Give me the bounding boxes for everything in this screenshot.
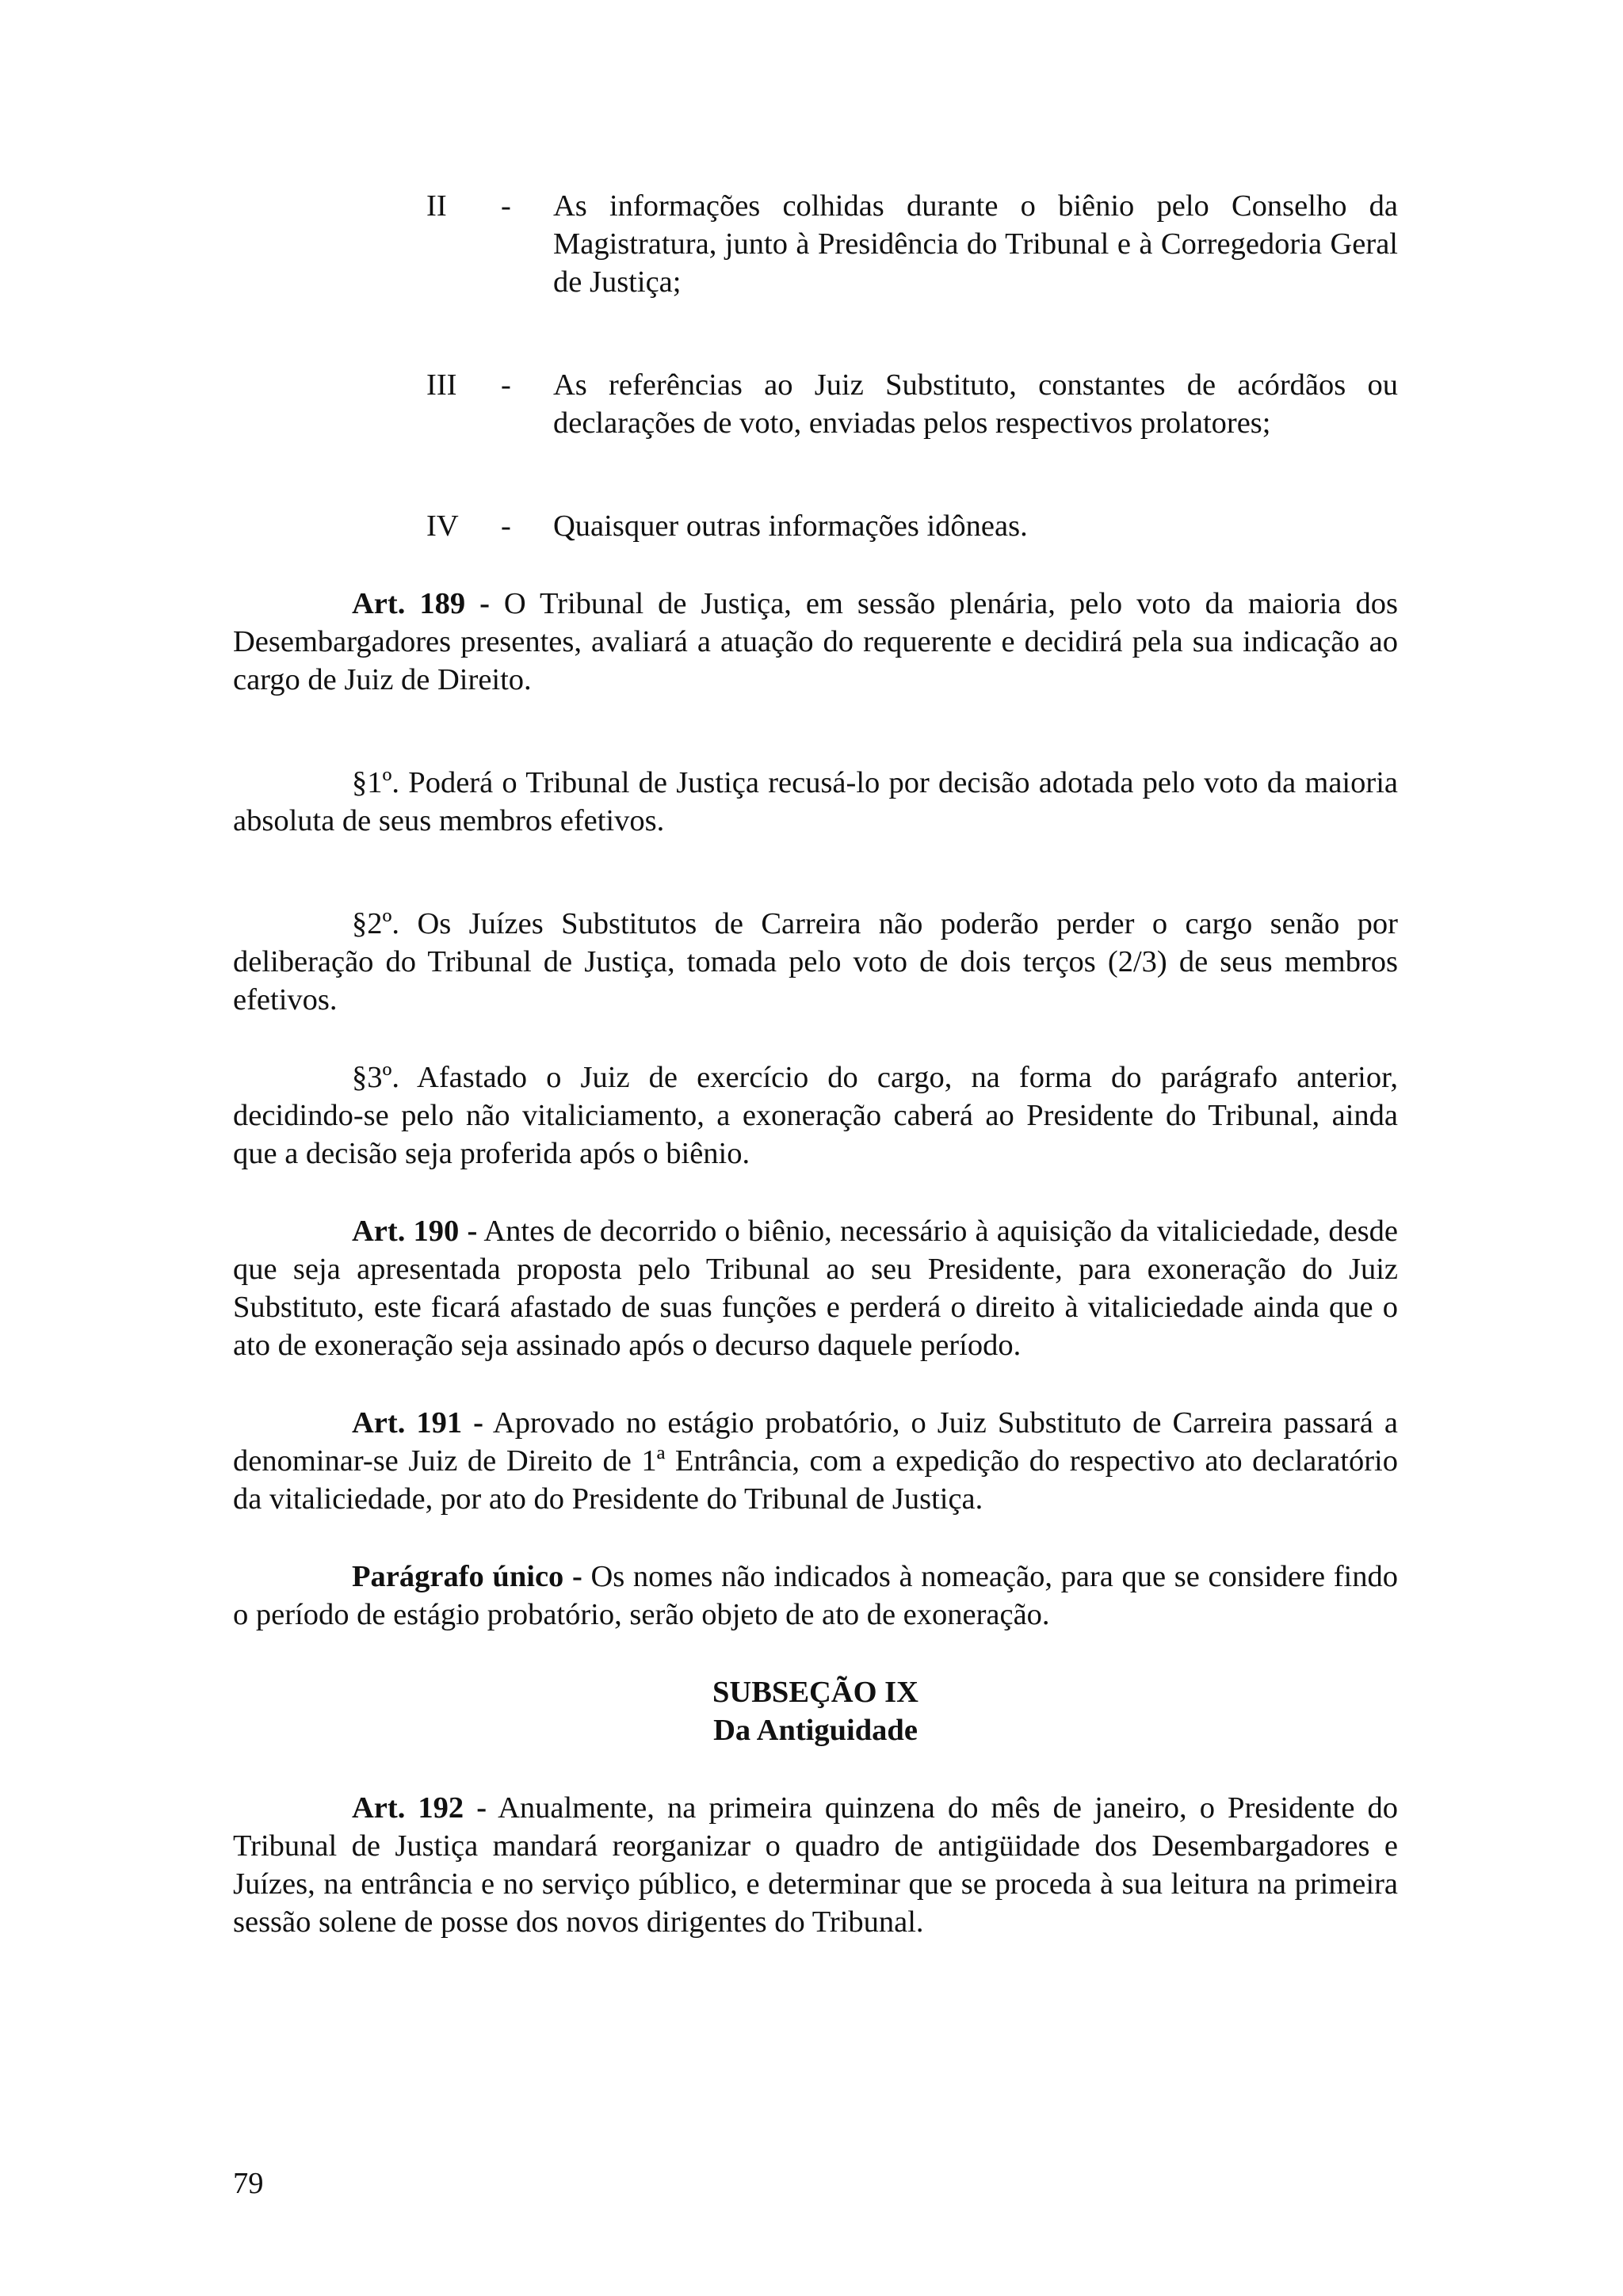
list-text: As referências ao Juiz Substituto, constantes de acórdãos ou declarações de voto, enviadas pelos respectivos prolatores;	[553, 368, 1398, 440]
list-text: As informações colhidas durante o biênio pelo Conselho da Magistratura, junto à Presidência do Tribunal e à Corregedoria Geral de Justiça;	[553, 189, 1398, 299]
list-numeral: II	[426, 189, 447, 223]
article-192	[233, 1789, 1398, 1941]
list-dash: -	[501, 509, 511, 543]
article-190	[233, 1212, 1398, 1364]
paragraph-text: Os nomes não indicados à nomeação, para que se considere findo o período de estágio probatório, serão objeto de ato de exoneração.	[233, 1560, 1398, 1631]
article-text: Anualmente, na primeira quinzena do mês de janeiro, o Presidente do Tribunal de Justiça mandará reorganizar o quadro de antigüidade dos Desembargadores e Juízes, na entrância e no serviço público, e determinar que se proceda à sua leitura na primeira sessão solene de posse dos novos dirigentes do Tribunal.	[233, 1791, 1398, 1939]
list-item-iii	[0, 366, 1398, 442]
article-label: Art. 189 -	[352, 587, 490, 620]
article-189	[233, 585, 1398, 699]
article-label: Art. 192 -	[352, 1791, 487, 1825]
subsection-title: SUBSEÇÃO IX	[712, 1676, 918, 1709]
paragrafo-unico	[233, 1558, 1398, 1634]
article-label: Art. 191 -	[352, 1406, 483, 1440]
subsection-subtitle: Da Antiguidade	[713, 1714, 918, 1747]
list-item-iv	[0, 507, 1398, 545]
paragraph-2: §2º. Os Juízes Substitutos de Carreira não poderão perder o cargo senão por deliberação do Tribunal de Justiça, tomada pelo voto de dois terços (2/3) de seus membros efetivos.	[233, 907, 1398, 1016]
article-text: O Tribunal de Justiça, em sessão plenária, pelo voto da maioria dos Desembargadores presentes, avaliará a atuação do requerente e decidirá pela sua indicação ao cargo de Juiz de Direito.	[233, 587, 1398, 696]
list-dash: -	[501, 189, 511, 223]
paragraph-3: §3º. Afastado o Juiz de exercício do cargo, na forma do parágrafo anterior, decidindo-se pelo não vitaliciamento, a exoneração caberá ao Presidente do Tribunal, ainda que a decisão seja proferida após o biênio.	[233, 1061, 1398, 1170]
list-text: Quaisquer outras informações idôneas.	[553, 509, 1028, 543]
list-dash: -	[501, 368, 511, 402]
article-label: Art. 190 -	[352, 1215, 478, 1248]
document-body	[233, 187, 1398, 1941]
paragraph-1: §1º. Poderá o Tribunal de Justiça recusá-lo por decisão adotada pelo voto da maioria absoluta de seus membros efetivos.	[233, 766, 1398, 837]
article-text: Aprovado no estágio probatório, o Juiz Substituto de Carreira passará a denominar-se Juiz de Direito de 1ª Entrância, com a expedição do respectivo ato declaratório da vitaliciedade, por ato do Presidente do Tribunal de Justiça.	[233, 1406, 1398, 1516]
list-numeral: III	[426, 368, 457, 402]
article-191	[233, 1404, 1398, 1518]
paragraph-label: Parágrafo único -	[352, 1560, 582, 1593]
article-text: Antes de decorrido o biênio, necessário à aquisição da vitaliciedade, desde que seja apresentada proposta pelo Tribunal ao seu Presidente, para exoneração do Juiz Substituto, este ficará afastado de suas funções e perderá o direito à vitaliciedade ainda que o ato de exoneração seja assinado após o decurso daquele período.	[233, 1215, 1398, 1362]
list-numeral: IV	[426, 509, 459, 543]
list-item-ii	[0, 187, 1398, 301]
page-number: 79	[233, 2167, 264, 2200]
